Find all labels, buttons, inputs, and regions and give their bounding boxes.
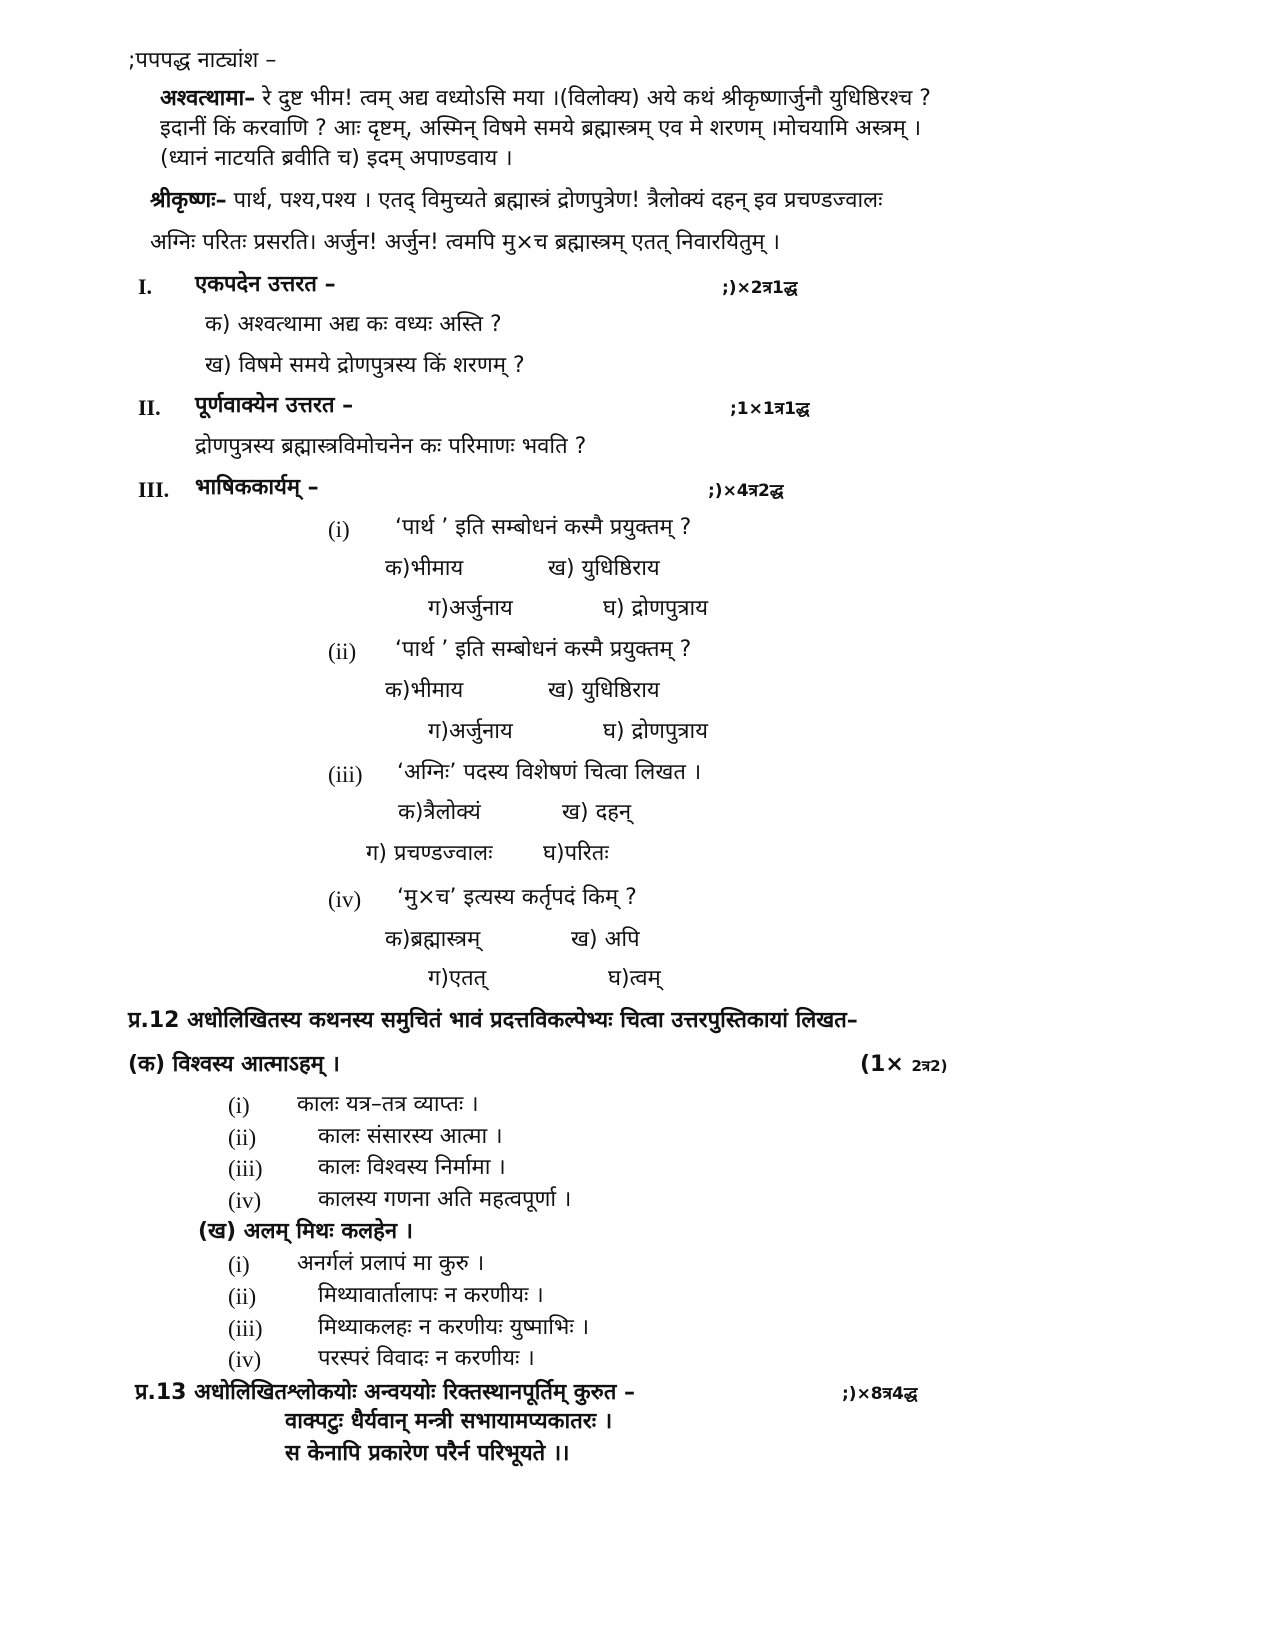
option-text: कालस्य गणना अति महत्वपूर्णा ।: [318, 1187, 572, 1212]
question-title: एकपदेन उत्तरत –: [195, 272, 336, 297]
option-b: ख) अपि: [571, 927, 640, 952]
passage-line: [160, 88, 931, 110]
question-number: II.: [138, 395, 161, 420]
marks-main: (1×: [860, 1052, 904, 1077]
option-text: परस्परं विवादः न करणीयः ।: [318, 1346, 535, 1371]
verse-line: स केनापि प्रकारेण परैर्न परिभूयते ।।: [285, 1441, 570, 1466]
option-number: (i): [228, 1093, 250, 1118]
option-number: (i): [228, 1252, 250, 1277]
marks-label: ;1×1त्र1द्ध: [730, 399, 810, 419]
question-heading: प्र.13 अधोलिखितश्लोकयोः अन्वययोः रिक्तस्थानपूर्तिम् कुरुत –: [135, 1380, 636, 1405]
dialogue-text: रे दुष्ट भीम! त्वम् अद्य वध्योऽसि मया ।(विलोक्य) अये कथं श्रीकृष्णार्जुनौ युधिष्ठिरश्च ?: [262, 86, 931, 111]
option-a: क)त्रैलोक्यं: [398, 800, 481, 825]
marks-label: ;)×4त्र2द्ध: [708, 481, 784, 501]
marks-sub: 2त्र2): [911, 1057, 948, 1075]
option-b: ख) युधिष्ठिराय: [548, 556, 660, 581]
option-c: ग) प्रचण्डज्वालः: [366, 841, 493, 866]
option-text: मिथ्याकलहः न करणीयः युष्माभिः ।: [318, 1315, 590, 1340]
option-text: अनर्गलं प्रलापं मा कुरु ।: [297, 1251, 485, 1276]
option-d: घ) द्रोणपुत्राय: [603, 596, 708, 621]
option-number: (iii): [228, 1316, 263, 1341]
question-text: द्रोणपुत्रस्य ब्रह्मास्त्रविमोचनेन कः परिमाणः भवति ?: [195, 434, 587, 459]
subquestion-text: ‘अग्निः’ पदस्य विशेषणं चित्वा लिखत ।: [397, 760, 702, 785]
subquestion-number: (i): [328, 517, 350, 542]
option-number: (ii): [228, 1125, 257, 1150]
subquestion-number: (ii): [328, 639, 357, 664]
option-d: घ)परितः: [543, 841, 609, 866]
option-text: कालः संसारस्य आत्मा ।: [318, 1124, 503, 1149]
option-b: ख) दहन्: [562, 800, 632, 825]
option-c: ग)अर्जुनाय: [428, 719, 513, 744]
question-number: I.: [138, 274, 153, 299]
option-number: (iv): [228, 1188, 262, 1213]
speaker-ashvatthama: अश्वत्थामा–: [160, 86, 256, 111]
question-number: III.: [138, 477, 170, 502]
option-b: ख) युधिष्ठिराय: [548, 678, 660, 703]
subquestion-text: ‘पार्थ ’ इति सम्बोधनं कस्मै प्रयुक्तम् ?: [395, 637, 692, 662]
subquestion-text: ‘मु×च’ इत्यस्य कर्तृपदं किम् ?: [397, 885, 637, 910]
marks-label: [860, 1054, 947, 1076]
option-a: क)भीमाय: [385, 678, 464, 703]
option-d: घ)त्वम्: [608, 966, 661, 991]
question-title: पूर्णवाक्येन उत्तरत –: [195, 393, 354, 418]
subquestion-number: (iii): [328, 762, 363, 787]
question-heading: प्र.12 अधोलिखितस्य कथनस्य समुचितं भावं प्रदत्तविकल्पेभ्यः चित्वा उत्तरपुस्तिकायां लिखत–: [128, 1008, 858, 1033]
speaker-krishna: श्रीकृष्णः–: [150, 188, 227, 213]
passage-line: (ध्यानं नाटयति ब्रवीति च) इदम् अपाण्डवाय ।: [160, 146, 513, 171]
marks-label: ;)×2त्र1द्ध: [722, 278, 798, 298]
part-a-title: (क) विश्वस्य आत्माऽहम् ।: [128, 1052, 340, 1077]
passage-line: [150, 190, 883, 212]
option-a: क)भीमाय: [385, 556, 464, 581]
subquestion-text: ‘पार्थ ’ इति सम्बोधनं कस्मै प्रयुक्तम् ?: [395, 515, 692, 540]
list-item: क) अश्वत्थामा अद्य कः वध्यः अस्ति ?: [205, 312, 502, 337]
option-text: कालः विश्वस्य निर्मामा ।: [318, 1155, 506, 1180]
option-text: कालः यत्र–तत्र व्याप्तः ।: [297, 1092, 479, 1117]
marks-label: ;)×8त्र4द्ध: [842, 1384, 918, 1404]
verse-line: वाक्पटुः धैर्यवान् मन्त्री सभायामप्यकातरः ।: [285, 1409, 613, 1434]
option-text: मिथ्यावार्तालापः न करणीयः ।: [318, 1283, 544, 1308]
option-number: (ii): [228, 1284, 257, 1309]
question-title: भाषिककार्यम् –: [195, 475, 319, 500]
section-heading: ;पपपद्ध नाट्यांश –: [128, 48, 277, 73]
part-b-title: (ख) अलम् मिथः कलहेन ।: [198, 1219, 414, 1244]
dialogue-text: पार्थ, पश्य,पश्य । एतद् विमुच्यते ब्रह्मास्त्रं द्रोणपुत्रेण! त्रैलोक्यं दहन् इव प्रचण्डज्वालः: [233, 188, 883, 213]
option-c: ग)एतत्: [428, 966, 487, 991]
subquestion-number: (iv): [328, 887, 362, 912]
option-d: घ) द्रोणपुत्राय: [603, 719, 708, 744]
list-item: ख) विषमे समये द्रोणपुत्रस्य किं शरणम् ?: [205, 353, 525, 378]
option-a: क)ब्रह्मास्त्रम्: [385, 927, 481, 952]
option-number: (iv): [228, 1347, 262, 1372]
option-number: (iii): [228, 1156, 263, 1181]
option-c: ग)अर्जुनाय: [428, 596, 513, 621]
passage-line: अग्निः परितः प्रसरति। अर्जुन! अर्जुन! त्वमपि मु×च ब्रह्मास्त्रम् एतत् निवारयितुम् ।: [150, 230, 781, 255]
passage-line: इदानीं किं करवाणि ? आः दृष्टम्, अस्मिन् विषमे समये ब्रह्मास्त्रम् एव मे शरणम् ।मोचयामि अस्त्रम् ।: [160, 116, 922, 141]
